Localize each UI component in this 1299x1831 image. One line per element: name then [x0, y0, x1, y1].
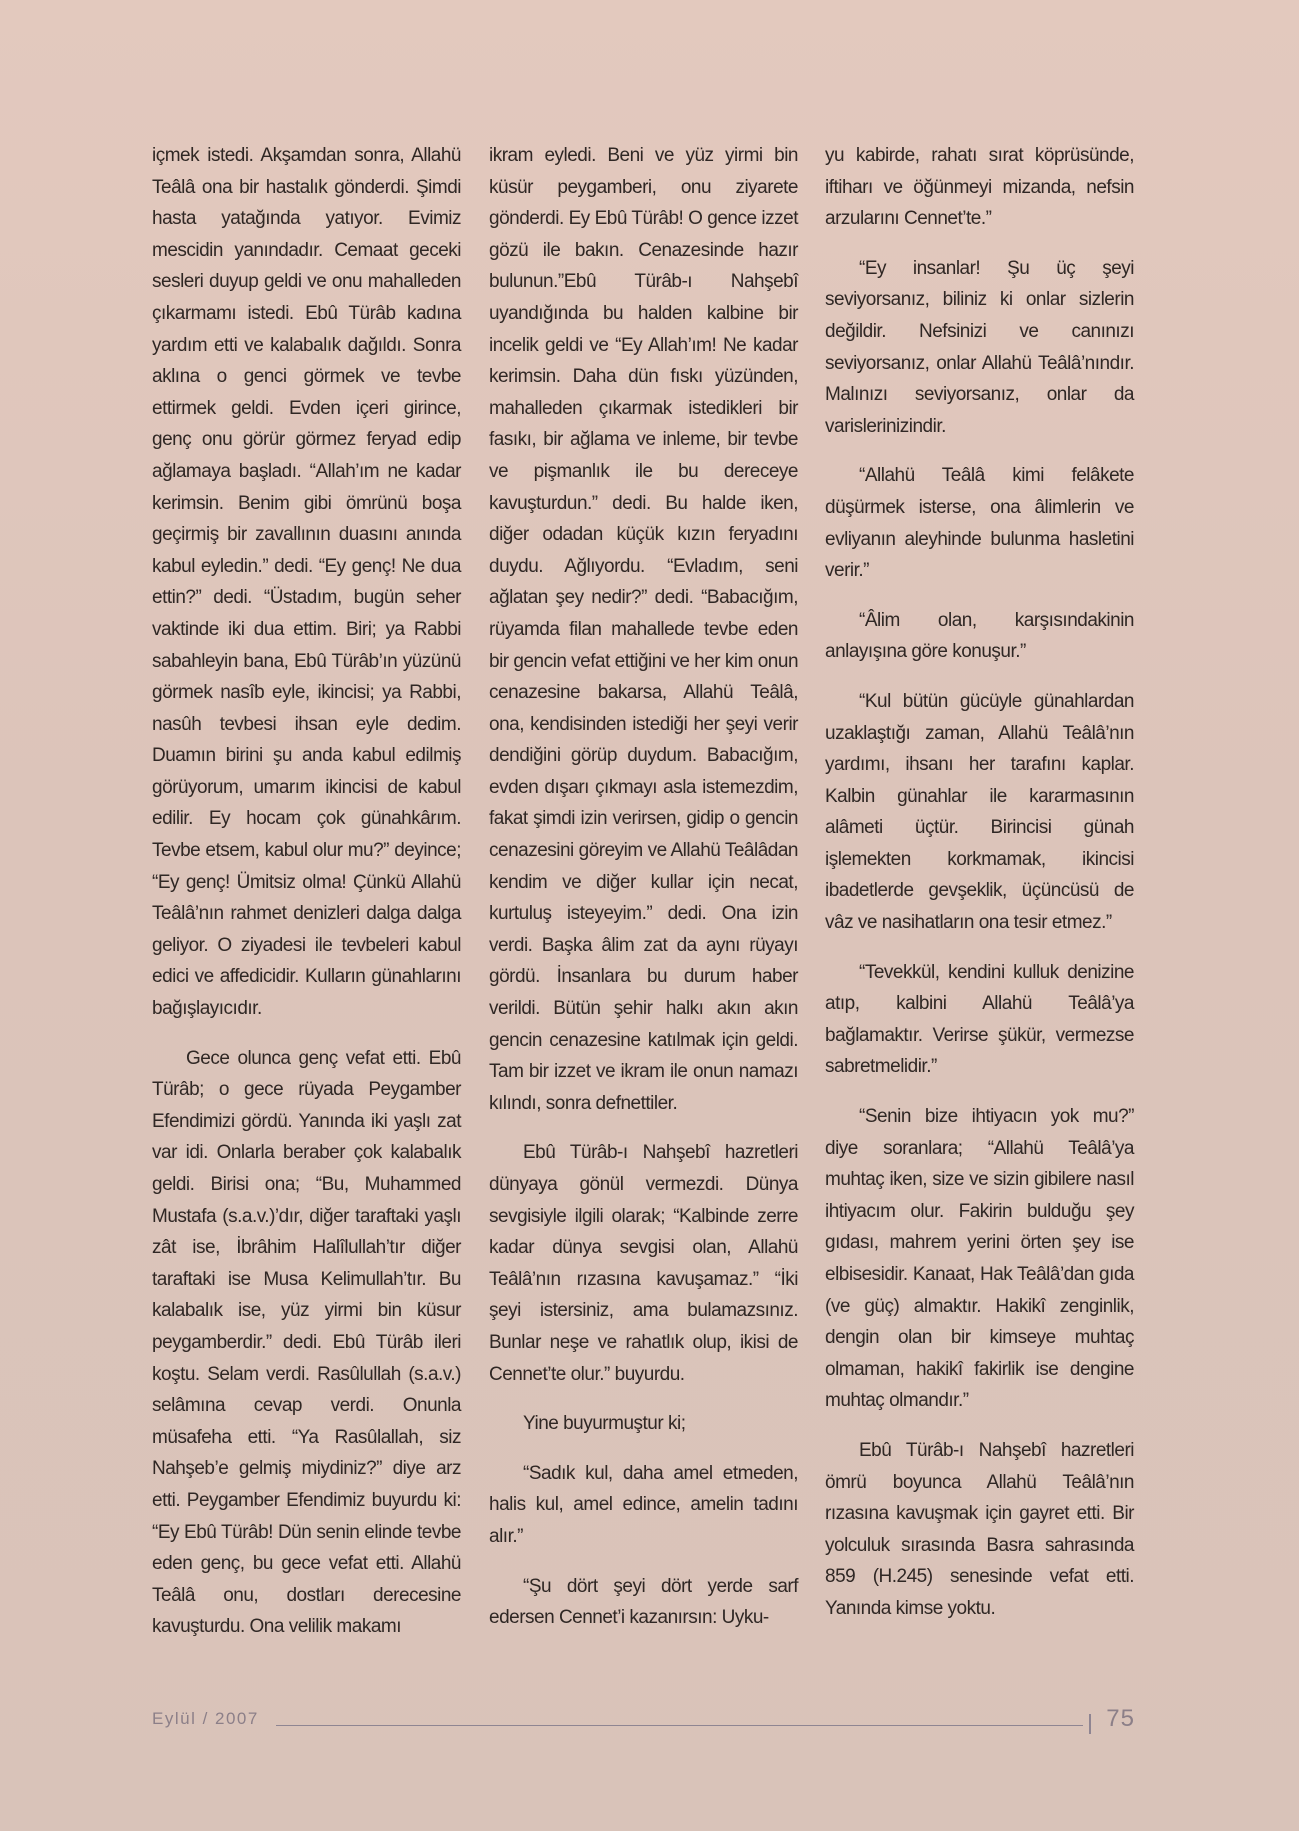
page-number: 75	[1106, 1705, 1135, 1732]
paragraph: “Kul bütün gücüyle günahlardan uzaklaştığı zaman, Allahü Teâlâ’nın yardımı, ihsanı her tarafını kaplar. Kalbin günahlar ile kararmasının alâmeti üçtür. Birincisi günah işlemekten korkmamak, ikincisi ibadetlerde gevşeklik, üçüncüsü de vâz ve nasihatların ona tesir etmez.”	[825, 690, 1134, 934]
paragraph: Gece olunca genç vefat etti. Ebû Türâb; o gece rüyada Peygamber Efendimizi gördü. Yanında iki yaşlı zat var idi. Onlarla beraber çok kalabalık geldi. Birisi ona; “Bu, Muhammed Mustafa (s.a.v.)’dır, diğer taraftaki yaşlı zât ise, İbrâhim Halîlullah’tır diğer taraftaki ise Musa Kelimullah’tır. Bu kalabalık ise, yüz yirmi bin küsur peygamberdir.” dedi. Ebû Türâb ileri koştu. Selam verdi. Rasûlullah (s.a.v.) selâmına cevap verdi. Onunla müsafeha etti. “Ya Rasûlallah, siz Nahşeb’e gelmiş miydiniz?” diye arz etti. Peygamber Efendimiz buyurdu ki: “Ey Ebû Türâb! Dün senin elinde tevbe eden genç, bu gece vefat etti. Allahü Teâlâ onu, dostları derecesine kavuşturdu. Ona velilik makamı	[152, 1047, 461, 1638]
paragraph: “Şu dört şeyi dört yerde sarf edersen Cennet’i kazanırsın: Uyku-	[489, 1575, 798, 1629]
paragraph: “Sadık kul, daha amel etmeden, halis kul, amel edince, amelin tadını alır.”	[489, 1462, 798, 1547]
footer-rule	[276, 1725, 1083, 1726]
paragraph: Ebû Türâb-ı Nahşebî hazretleri ömrü boyunca Allahü Teâlâ’nın rızasına kavuşmak için gayret etti. Bir yolculuk sırasında Basra sahrasında 859 (H.245) senesinde vefat etti. Yanında kimse yoktu.	[825, 1439, 1134, 1619]
article-body	[152, 140, 1135, 1680]
paragraph: “Ey insanlar! Şu üç şeyi seviyorsanız, biliniz ki onlar sizlerin değildir. Nefsinizi ve canınızı seviyorsanız, onlar Allahü Teâlâ’nındır. Malınızı seviyorsanız, onlar da varislerinizindir.	[825, 257, 1134, 437]
page-footer	[152, 1705, 1135, 1745]
paragraph: Ebû Türâb-ı Nahşebî hazretleri dünyaya gönül vermezdi. Dünya sevgisiyle ilgili olarak; “Kalbinde zerre kadar dünya sevgisi olan, Allahü Teâlâ’nın rızasına kavuşamaz.” “İki şeyi istersiniz, ama bulamazsınız. Bunlar neşe ve rahatlık olup, ikisi de Cennet’te olur.” buyurdu.	[489, 1142, 798, 1385]
footer-divider	[1089, 1714, 1091, 1734]
text-column-1	[152, 140, 461, 1661]
paragraph: içmek istedi. Akşamdan sonra, Allahü Teâlâ ona bir hastalık gönderdi. Şimdi hasta yatağında yatıyor. Evimiz mescidin yanındadır. Cemaat geceki sesleri duyup geldi ve onu mahalleden çıkarmamı istedi. Ebû Türâb kadına yardım etti ve kalabalık dağıldı. Sonra aklına o genci görmek ve tevbe ettirmek geldi. Evden içeri girince, genç onu görür görmez feryad edip ağlamaya başladı. “Allah’ım ne kadar kerimsin. Benim gibi ömrünü boşa geçirmiş bir zavallının duasını anında kabul eyledin.” dedi. “Ey genç! Ne dua ettin?” dedi. “Üstadım, bugün seher vaktinde iki dua ettim. Biri; ya Rabbi sabahleyin bana, Ebû Türâb’ın yüzünü görmek nasîb eyle, ikincisi; ya Rabbi, nasûh tevbesi ihsan eyle dedim. Duamın birini şu anda kabul edilmiş görüyorum, umarım ikincisi de kabul edilir. Ey hocam çok günahkârım. Tevbe etsem, kabul olur mu?” deyince; “Ey genç! Ümitsiz olma! Çünkü Allahü Teâlâ’nın rahmet denizleri dalga dalga geliyor. O ziyadesi ile tevbeleri kabul edici ve affedicidir. Kulların günahlarını bağışlayıcıdır.	[152, 145, 461, 1020]
paragraph: yu kabirde, rahatı sırat köprüsünde, iftiharı ve öğünmeyi mizanda, nefsin arzularını Cennet’te.”	[825, 145, 1134, 230]
text-column-2	[489, 140, 798, 1652]
paragraph: “Allahü Teâlâ kimi felâkete düşürmek isterse, ona âlimlerin ve evliyanın aleyhinde bulunma hasletini verir.”	[825, 465, 1134, 582]
text-column-3	[825, 140, 1134, 1643]
issue-date: Eylül / 2007	[152, 1709, 259, 1728]
paragraph: Yine buyurmuştur ki;	[523, 1413, 686, 1435]
paragraph: “Âlim olan, karşısındakinin anlayışına göre konuşur.”	[825, 609, 1134, 663]
paragraph: ikram eyledi. Beni ve yüz yirmi bin küsür peygamberi, onu ziyarete gönderdi. Ey Ebû Türâb! O gence izzet gözü ile bakın. Cenazesinde hazır bulunun.”Ebû Türâb-ı Nahşebî uyandığında bu halden kalbine bir incelik geldi ve “Ey Allah’ım! Ne kadar kerimsin. Daha dün fıskı yüzünden, mahalleden çıkarmak istedikleri bir fasıkı, bir ağlama ve inleme, bir tevbe ve pişmanlık ile bu dereceye kavuşturdun.” dedi. Bu halde iken, diğer odadan küçük kızın feryadını duydu. Ağlıyordu. “Evladım, seni ağlatan şey nedir?” dedi. “Babacığım, rüyamda filan mahallede tevbe eden bir gencin vefat ettiğini ve her kim onun cenazesine bakarsa, Allahü Teâlâ, ona, kendisinden istediği her şeyi verir dendiğini görüp duydum. Babacığım, evden dışarı çıkmayı asla istemezdim, fakat şimdi izin verirsen, gidip o gencin cenazesini göreyim ve Allahü Teâlâdan kendim ve diğer kullar için necat, kurtuluş isteyeyim.” dedi. Ona izin verdi. Başka âlim zat da aynı rüyayı gördü. İnsanlara bu durum haber verildi. Bütün şehir halkı akın akın gencin cenazesine katılmak için geldi. Tam bir izzet ve ikram ile onun namazı kılındı, sonra defnettiler.	[489, 145, 799, 1114]
paragraph: “Tevekkül, kendini kulluk denizine atıp, kalbini Allahü Teâlâ’ya bağlamaktır. Verirse şükür, vermezse sabretmelidir.”	[825, 961, 1134, 1078]
paragraph: “Senin bize ihtiyacın yok mu?” diye soranlara; “Allahü Teâlâ’ya muhtaç iken, size ve sizin gibilere nasıl ihtiyacım olur. Fakirin bulduğu şey gıdası, mahrem yerini örten şey ise elbisesidir. Kanaat, Hak Teâlâ’dan gıda (ve güç) almaktır. Hakikî zenginlik, dengin olan bir kimseye muhtaç olmaman, hakikî fakirlik ise dengine muhtaç olmandır.”	[825, 1106, 1134, 1412]
